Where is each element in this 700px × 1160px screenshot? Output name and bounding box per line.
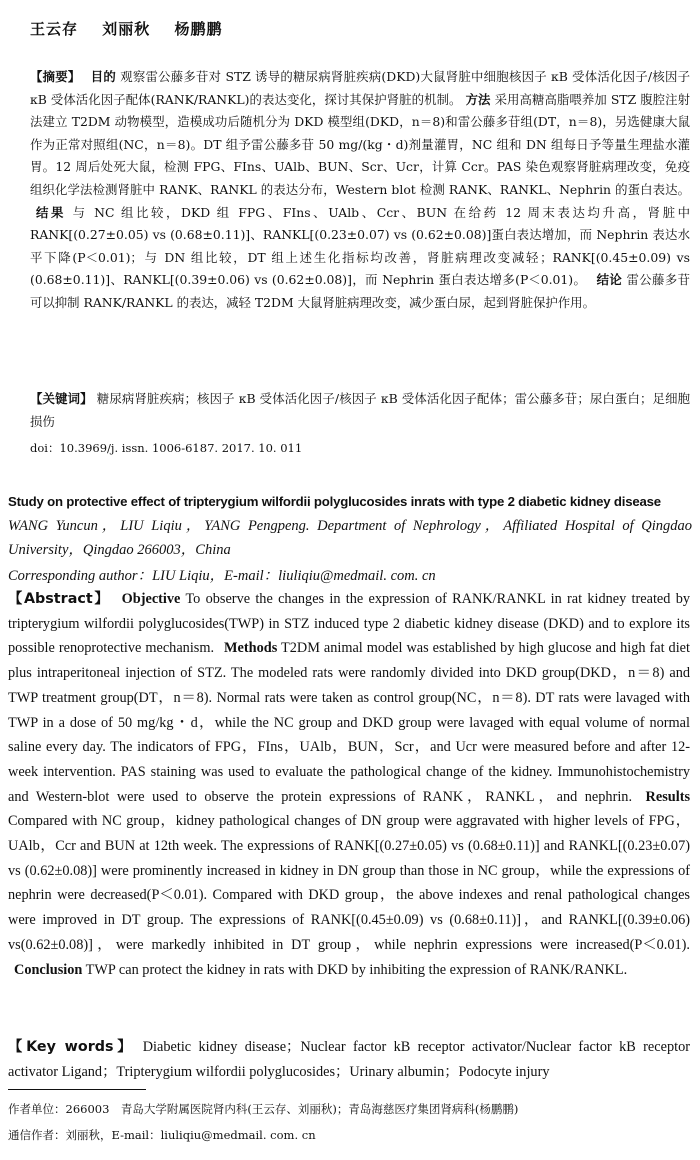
authors-chinese [30, 18, 670, 39]
keywords-text-cn: 糖尿病肾脏疾病；核因子 κB 受体活化因子/核因子 κB 受体活化因子配体；雷公藤多苷；尿白蛋白；足细胞损伤 [30, 391, 690, 429]
objective-text-en: To observe the changes in the expression of RANK/RANKL in rat kidney treated by tripterygium wilfordii polyglucosides(TWP) in STZ induced type 2 diabetic kidney disease (DKD) and to explore its possible renoprotective mechanism. [8, 591, 691, 657]
conclusion-label-en: Conclusion [14, 961, 83, 978]
author-name: 刘丽秋 [102, 20, 151, 38]
footnote-corresponding: 通信作者：刘丽秋，E-mail：liuliqiu@medmail. com. cn [8, 1128, 316, 1142]
author-name: 王云存 [30, 20, 79, 38]
results-text-cn: 与 NC 组比较，DKD 组 FPG、FIns、UAlb、Ccr、BUN 在给药 12 周末表达均升高，肾脏中 RANK[(0.27±0.05) vs (0.68±0.11)]、RANKL[(0.23±0.07) vs (0.62±0.08)]蛋白表达增加，而 Nephrin 表达水平下降(P＜0.01)；与 DN 组比较，DT 组上述生化指标均改善，肾脏病理改变减轻；RANK[(0.45±0.09) vs (0.68±0.11)]、RANKL[(0.39±0.06) vs (0.62±0.08)]，而 Nephrin 蛋白表达增多(P＜0.01)。 [30, 204, 690, 288]
keywords-label-cn: 【关键词】 [30, 391, 93, 406]
methods-label-cn: 方法 [465, 91, 491, 107]
abstract-label-en: 【Abstract】 [8, 591, 111, 607]
results-text-en: Compared with NC group，kidney pathological changes of DN group were aggravated with higher levels of FPG，UAlb，Ccr and BUN at 12th week. The expressions of RANK[(0.27±0.05) vs (0.68±0.11)] and RANKL[(0.23±0.07) vs (0.62±0.08)] were prominently increased in kidney in DN group than those in NC group，while the expressions of nephrin were decreased(P＜0.01). Compared with DKD group，the above indexes and renal pathological changes were improved in DT group. The expressions of RANK[(0.45±0.09) vs (0.68±0.11)]，and RANKL[(0.39±0.06) vs(0.62±0.08)]，were markedly inhibited in DT group，while nephrin expressions were increased(P＜0.01). [8, 813, 690, 953]
keywords-english [8, 1035, 690, 1084]
methods-text-en: T2DM animal model was established by high glucose and high fat diet plus intraperitoneal injection of STZ. The modeled rats were randomly divided into DKD group(DKD，n＝8) and TWP treatment group(DT，n＝8). Normal rats were taken as control group(NC，n＝8). DT rats were lavaged with TWP in a dose of 50 mg/kg・d，while the NC group and DKD group were lavaged with equal volume of normal saline every day. The indicators of FPG，FIns，UAlb，BUN，Scr，and Ucr were measured before and after 12-week intervention. PAS staining was used to evaluate the pathological change of the kidney. Immunohistochemistry and Western-blot were used to observe the protein expressions of RANK，RANKL，and nephrin. [8, 640, 690, 805]
abstract-chinese [30, 66, 690, 315]
methods-text-cn: 采用高糖高脂喂养加 STZ 腹腔注射法建立 T2DM 动物模型，造模成功后随机分为 DKD 模型组(DKD，n＝8)和雷公藤多苷组(DT，n＝8)，另选健康大鼠作为正常对照组(NC，n＝8)。DT 组予雷公藤多苷 50 mg/(kg・d)剂量灌胃，NC 组和 DN 组每日予等量生理盐水灌胃。12 周后处死大鼠，检测 FPG、FIns、UAlb、BUN、Scr、Ucr，计算 Ccr。PAS 染色观察肾脏病理改变，免疫组织化学法检测肾脏中 RANK、RANKL 的表达分布，Western blot 检测 RANK、RANKL、Nephrin 的蛋白表达。 [30, 91, 690, 197]
results-label-en: Results [645, 788, 691, 805]
objective-label-cn: 目的 [90, 69, 117, 84]
abstract-english [8, 587, 690, 982]
conclusion-label-cn: 结论 [596, 272, 623, 288]
english-authors-affiliation: WANG Yuncun，LIU Liqiu，YANG Pengpeng. Department of Nephrology，Affiliated Hospital of Qingdao University，Qingdao 266003，China [8, 518, 692, 558]
conclusion-text-en: TWP can protect the kidney in rats with DKD by inhibiting the expression of RANK/RANKL. [85, 961, 628, 978]
english-title: Study on protective effect of tripterygium wilfordii polyglucosides inrats with type 2 diabetic kidney disease [8, 494, 661, 509]
methods-label-en: Methods [224, 640, 278, 657]
objective-text-cn: 观察雷公藤多苷对 STZ 诱导的糖尿病肾脏疾病(DKD)大鼠肾脏中细胞核因子 κB 受体活化因子/核因子 κB 受体活化因子配体(RANK/RANKL)的表达变化，探讨其保护肾脏的机制。 [30, 69, 690, 107]
keywords-label-en: 【Key words】 [8, 1039, 136, 1055]
keywords-text-en: Diabetic kidney disease；Nuclear factor kB receptor activator/Nuclear factor kB receptor activator Ligand；Tripterygium wilfordii polyglucosides；Urinary albumin；Podocyte injury [8, 1039, 690, 1080]
author-name: 杨鹏鹏 [174, 20, 223, 38]
doi-line: doi：10.3969/j. issn. 1006-6187. 2017. 10. 011 [30, 441, 303, 455]
english-corresponding-author: Corresponding author：LIU Liqiu，E-mail：liuliqiu@medmail. com. cn [8, 568, 436, 584]
footnote-author-unit: 作者单位：266003 青岛大学附属医院肾内科(王云存、刘丽秋)；青岛海慈医疗集团肾病科(杨鹏鹏) [8, 1102, 519, 1116]
conclusion-text-cn: 雷公藤多苷可以抑制 RANK/RANKL 的表达，减轻 T2DM 大鼠肾脏病理改变，减少蛋白尿，起到肾脏保护作用。 [30, 272, 690, 310]
keywords-chinese [30, 388, 690, 433]
results-label-cn: 结果 [36, 204, 67, 220]
abstract-label-cn: 【摘要】 [30, 69, 81, 84]
objective-label-en: Objective [121, 591, 181, 607]
footnote-divider [8, 1089, 146, 1090]
